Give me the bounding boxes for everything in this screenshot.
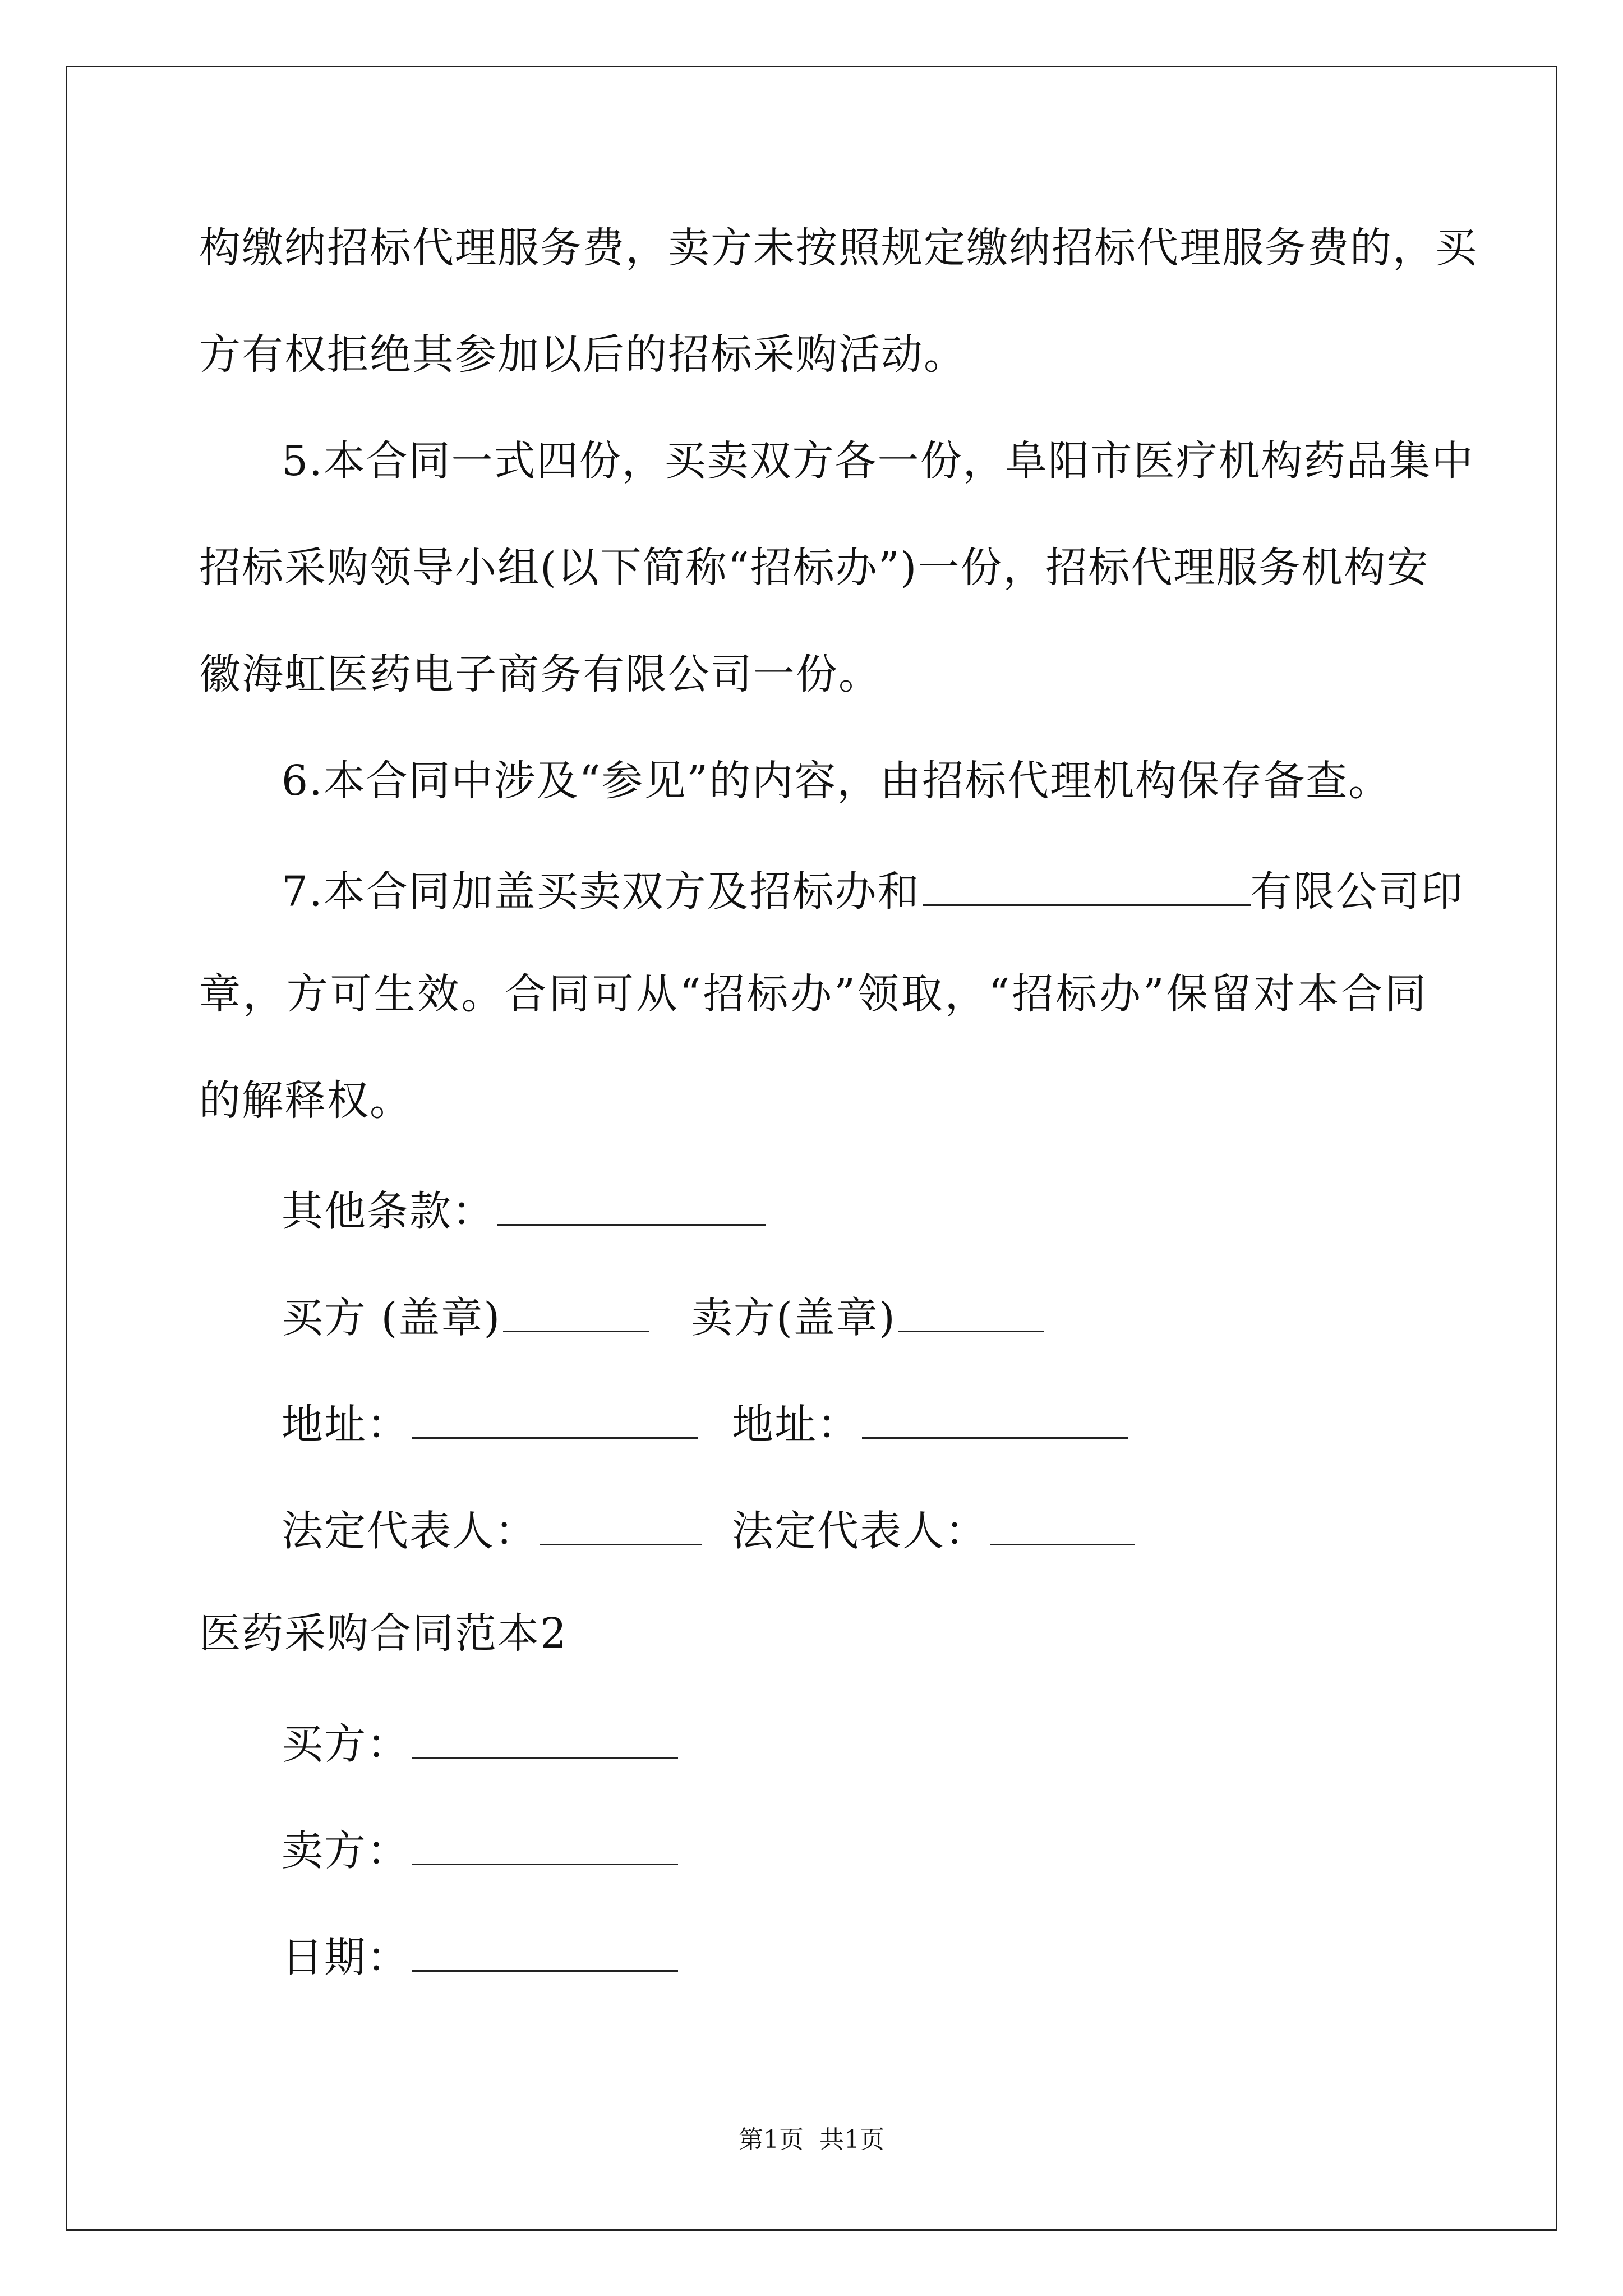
section2-buyer-row [282, 1719, 678, 1769]
buyer-seal-row [282, 1293, 649, 1342]
page-current: 第1页 [739, 2125, 804, 2154]
seller-address-row [732, 1400, 1128, 1449]
seller-seal-label: 卖方(盖章) [691, 1294, 896, 1342]
paragraph-text: 7.本合同加盖买卖双方及招标办和 [282, 867, 920, 916]
other-terms-row [282, 1186, 766, 1236]
section2-seller-label: 卖方： [282, 1826, 409, 1875]
seller-rep-row [732, 1506, 1135, 1556]
buyer-seal-blank [503, 1293, 649, 1332]
section2-date-blank [412, 1932, 678, 1972]
section-title: 医药采购合同范本2 [199, 1609, 568, 1658]
section2-date-row [282, 1932, 678, 1982]
page-footer [0, 2125, 1623, 2154]
paragraph-line: 方有权拒绝其参加以后的招标采购活动。 [199, 330, 966, 379]
buyer-seal-label: 买方 (盖章) [282, 1294, 501, 1342]
section2-buyer-blank [412, 1719, 678, 1759]
buyer-address-blank [412, 1400, 698, 1439]
seller-address-blank [862, 1400, 1128, 1439]
other-terms-blank [497, 1186, 766, 1226]
paragraph-line: 的解释权。 [199, 1076, 412, 1125]
buyer-rep-label: 法定代表人： [282, 1507, 537, 1556]
buyer-address-row [282, 1400, 698, 1449]
paragraph-line: 招标采购领导小组(以下简称“招标办”)一份，招标代理服务机构安 [199, 544, 1430, 592]
page-border [66, 66, 1557, 2231]
seller-seal-row [691, 1293, 1044, 1342]
section2-buyer-label: 买方： [282, 1720, 409, 1769]
seller-address-label: 地址： [732, 1400, 860, 1449]
seller-seal-blank [898, 1293, 1044, 1332]
page-total: 共1页 [819, 2125, 884, 2154]
buyer-rep-row [282, 1506, 702, 1556]
paragraph-line: 构缴纳招标代理服务费，卖方未按照规定缴纳招标代理服务费的，买 [199, 224, 1478, 272]
paragraph-line: 5.本合同一式四份，买卖双方各一份，阜阳市医疗机构药品集中 [282, 437, 1474, 485]
buyer-address-label: 地址： [282, 1400, 409, 1449]
seller-rep-blank [990, 1506, 1135, 1545]
buyer-rep-blank [540, 1506, 702, 1545]
paragraph-line: 章，方可生效。合同可从“招标办”领取，“招标办”保留对本合同 [199, 970, 1427, 1018]
paragraph-line: 徽海虹医药电子商务有限公司一份。 [199, 650, 881, 698]
section2-date-label: 日期： [282, 1933, 409, 1982]
paragraph-line: 6.本合同中涉及“参见”的内容，由招标代理机构保存备查。 [282, 757, 1391, 805]
paragraph-text: 有限公司印 [1250, 867, 1464, 916]
section2-seller-blank [412, 1826, 678, 1865]
other-terms-label: 其他条款： [282, 1187, 495, 1236]
fill-in-blank [923, 867, 1251, 906]
seller-rep-label: 法定代表人： [732, 1507, 988, 1556]
paragraph-line [282, 867, 1464, 916]
section2-seller-row [282, 1826, 678, 1875]
